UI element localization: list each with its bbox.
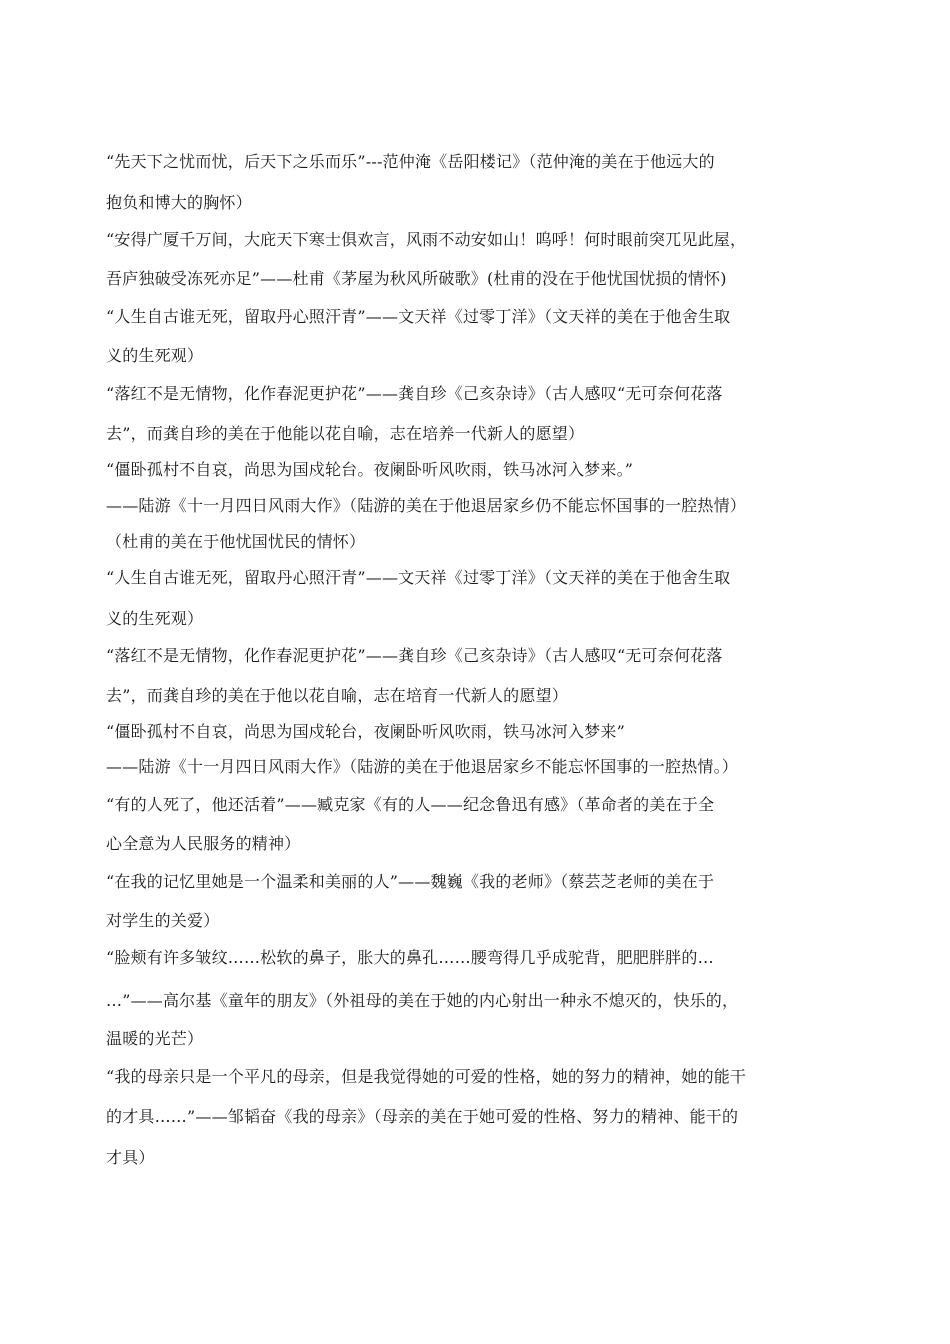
text-line: “僵卧孤村不自哀，尚思为国戍轮台，夜阑卧听风吹雨，铁马冰河入梦来” xyxy=(106,722,625,741)
text-line: “在我的记忆里她是一个温柔和美丽的人”——魏巍《我的老师》（蔡芸芝老师的美在于 xyxy=(106,872,715,891)
text-line: 义的生死观） xyxy=(106,609,204,628)
text-line: “人生自古谁无死，留取丹心照汗青”——文天祥《过零丁洋》（文天祥的美在于他舍生取 xyxy=(106,307,731,326)
text-line: 抱负和博大的胸怀） xyxy=(106,193,252,212)
text-line: …”——高尔基《童年的朋友》（外祖母的美在于她的内心射出一种永不熄灭的，快乐的， xyxy=(106,991,739,1010)
text-line: 的才具……”——邹韬奋《我的母亲》（母亲的美在于她可爱的性格、努力的精神、能干的 xyxy=(106,1107,739,1126)
text-line: （杜甫的美在于他忧国忧民的情怀） xyxy=(106,532,366,551)
text-line: ——陆游《十一月四日风雨大作》（陆游的美在于他退居家乡不能忘怀国事的一腔热情。） xyxy=(106,757,739,776)
text-line: “有的人死了，他还活着”——臧克家《有的人——纪念鲁迅有感》（革命者的美在于全 xyxy=(106,795,715,814)
text-line: “脸颊有许多皱纹……松软的鼻子，胀大的鼻孔……腰弯得几乎成驼背，肥肥胖胖的… xyxy=(106,948,714,967)
text-line: “落红不是无情物，化作春泥更护花”——龚自珍《己亥杂诗》（古人感叹“无可奈何花落 xyxy=(106,646,723,665)
text-line: “落红不是无情物，化作春泥更护花”——龚自珍《己亥杂诗》（古人感叹“无可奈何花落 xyxy=(106,384,723,403)
text-line: “安得广厦千万间，大庇天下寒士俱欢言，风雨不动安如山！呜呼！何时眼前突兀见此屋， xyxy=(106,230,747,249)
text-line: 才具） xyxy=(106,1148,155,1167)
text-line: 温暖的光芒） xyxy=(106,1029,204,1048)
text-line: 去”，而龚自珍的美在于他能以花自喻，志在培养一代新人的愿望） xyxy=(106,424,585,443)
text-line: ——陆游《十一月四日风雨大作》（陆游的美在于他退居家乡仍不能忘怀国事的一腔热情） xyxy=(106,496,747,515)
text-line: “僵卧孤村不自哀，尚思为国戍轮台。夜阑卧听风吹雨，铁马冰河入梦来。” xyxy=(106,460,634,479)
text-line: “先天下之忧而忧，后天下之乐而乐”---范仲淹《岳阳楼记》（范仲淹的美在于他远大的 xyxy=(106,152,715,171)
text-line: 对学生的关爱） xyxy=(106,911,220,930)
text-line: 去”，而龚自珍的美在于他以花自喻，志在培育一代新人的愿望） xyxy=(106,686,568,705)
text-line: 义的生死观） xyxy=(106,346,204,365)
text-line: “人生自古谁无死，留取丹心照汗青”——文天祥《过零丁洋》（文天祥的美在于他舍生取 xyxy=(106,568,731,587)
text-line: 心全意为人民服务的精神） xyxy=(106,834,301,853)
text-line: “我的母亲只是一个平凡的母亲，但是我觉得她的可爱的性格，她的努力的精神，她的能干 xyxy=(106,1067,747,1086)
text-line: 吾庐独破受冻死亦足”——杜甫《茅屋为秋风所破歌》(杜甫的没在于他忧国忧损的情怀) xyxy=(106,269,727,288)
